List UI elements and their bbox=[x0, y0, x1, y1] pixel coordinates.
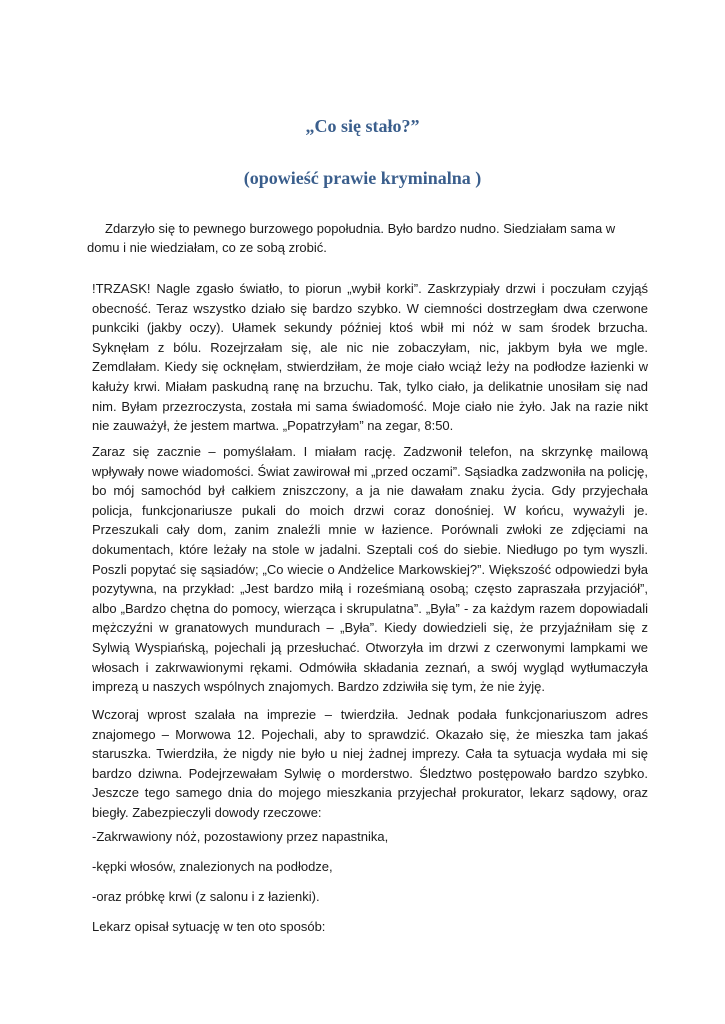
evidence-item-knife: -Zakrwawiony nóż, pozostawiony przez napastnika, bbox=[92, 829, 389, 844]
evidence-item-hair: -kępki włosów, znalezionych na podłodze, bbox=[92, 859, 333, 874]
closing-line: Lekarz opisał sytuację w ten oto sposób: bbox=[92, 919, 326, 934]
story-title: „Co się stało?” bbox=[305, 116, 420, 136]
intro-paragraph: Zdarzyło się to pewnego burzowego popołudnia. Było bardzo nudno. Siedziałam sama w domu i nie wiedziałam, co ze sobą zrobić. bbox=[87, 221, 616, 255]
evidence-item-blood: -oraz próbkę krwi (z salonu i z łazienki). bbox=[92, 889, 320, 904]
paragraph-evidence-intro: Wczoraj wprost szalała na imprezie – twierdziła. Jednak podała funkcjonariuszom adres znajomego – Morwowa 12. Pojechali, aby to sprawdzić. Okazało się, że mieszka tam jakaś staruszka. Twierdziła, że nigdy nie było u niej żadnej imprezy. Cała ta sytuacja wydała mi się bardzo dziwna. Podejrzewałam Sylwię o morderstwo. Śledztwo postępowało bardzo szybko. Jeszcze tego samego dnia do mojego mieszkania przyjechał prokurator, lekarz sądowy, oraz biegły. Zabezpieczyli dowody rzeczowe: bbox=[92, 707, 648, 820]
paragraph-trzask: !TRZASK! Nagle zgasło światło, to piorun „wybił korki”. Zaskrzypiały drzwi i poczułam czyjąś obecność. Teraz wszystko działo się bardzo szybko. W ciemności dostrzegłam dwa czerwone punkciki (jakby oczy). Ułamek sekundy później ktoś wbił mi nóż w sam środek brzucha. Syknęłam z bólu. Rozejrzałam się, ale nic nie zobaczyłam, nic, jakbym była we mgle. Zemdlałam. Kiedy się ocknęłam, stwierdziłam, że moje ciało wciąż leży na podłodze łazienki w kałuży krwi. Miałam paskudną ranę na brzuchu. Tak, tylko ciało, ja delikatnie unosiłam się nad nim. Byłam przezroczysta, została mi sama świadomość. Moje ciało nie żyło. Jak na razie nikt nie zauważył, że jestem martwa. „Popatrzyłam” na zegar, 8:50. bbox=[92, 281, 648, 434]
story-subtitle: (opowieść prawie kryminalna ) bbox=[243, 168, 482, 188]
paragraph-investigation: Zaraz się zacznie – pomyślałam. I miałam rację. Zadzwonił telefon, na skrzynkę mailową wpływały nowe wiadomości. Świat zawirował mi „przed oczami”. Sąsiadka zadzwoniła na policję, bo mój samochód był całkiem zniszczony, a ja nie dawałam znaku życia. Gdy przyjechała policja, funkcjonariusze pukali do moich drzwi coraz donośniej. W końcu, wyważyli je. Przeszukali cały dom, zanim znaleźli mnie w łazience. Porównali zwłoki ze zdjęciami na dokumentach, które leżały na stole w jadalni. Szeptali coś do siebie. Niedługo po tym wyszli. Poszli popytać się sąsiadów; „Co wiecie o Andżelice Markowskiej?”. Większość odpowiedzi była pozytywna, na przykład: „Jest bardzo miłą i roześmianą osobą; często zapraszała przyjaciół”, albo „Bardzo chętna do pomocy, wierząca i skrupulatna”. „Była” - za każdym razem dopowiadali mężczyźni w granatowych mundurach – „Była”. Kiedy dowiedzieli się, że przyjaźniłam się z Sylwią Wyspiańską, pojechali ją przesłuchać. Otworzyła im drzwi z czerwonymi lampkami we włosach i zakrwawionymi rękami. Odmówiła składania zeznań, a swój wygląd wytłumaczyła imprezą u naszych wspólnych znajomych. Bardzo zdziwiła się tym, że nie żyję. bbox=[92, 444, 648, 695]
